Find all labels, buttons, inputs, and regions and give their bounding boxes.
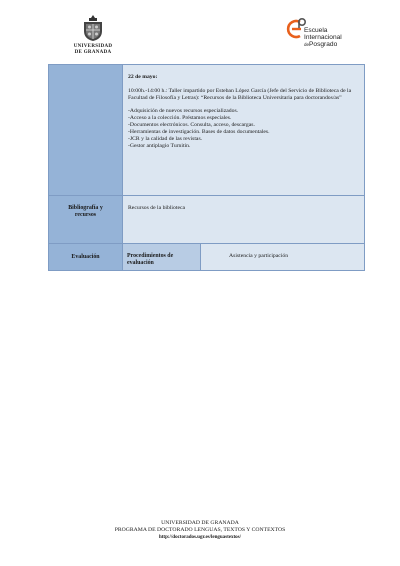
school-line1: Escuela bbox=[304, 27, 328, 34]
session-label-cell bbox=[48, 64, 123, 196]
session-item: -Acceso a la colección. Préstamos especiales. bbox=[128, 115, 232, 121]
session-workshop: 10:00h.-14:00 h.: Taller impartido por Esteban López García (Jefe del Servicio de Biblioteca de la Facultad de Filosofía y Letras): “Recursos de la Biblioteca Universitaria para doctorandos/as” bbox=[128, 88, 352, 101]
postgraduate-school-logo bbox=[286, 16, 358, 56]
evaluation-procedures-cell bbox=[122, 243, 201, 271]
session-item: -Gestor antiplagio Turnitin. bbox=[128, 143, 191, 149]
session-content bbox=[123, 65, 364, 154]
school-line3-prefix: de bbox=[304, 42, 310, 48]
page-footer bbox=[0, 520, 400, 541]
session-item: -JCR y la calidad de las revistas. bbox=[128, 136, 203, 142]
evaluation-label: Evaluación bbox=[71, 254, 100, 260]
university-logo bbox=[70, 14, 116, 56]
postgraduate-school-name bbox=[304, 27, 342, 49]
school-line3: Posgrado bbox=[309, 41, 338, 49]
session-item: -Herramientas de investigación. Bases de datos documentales. bbox=[128, 129, 270, 135]
bibliography-label-cell bbox=[48, 195, 123, 244]
evaluation-value: Asistencia y participación bbox=[229, 253, 289, 259]
evaluation-procedures-label: Procedimientos de evaluación bbox=[127, 253, 174, 266]
postgraduate-school-mark-icon bbox=[286, 18, 306, 40]
evaluation-label-cell bbox=[48, 243, 123, 271]
session-date: 22 de mayo: bbox=[128, 74, 158, 80]
bibliography-value: Recursos de la biblioteca bbox=[128, 205, 186, 211]
university-name-line2: DE GRANADA bbox=[74, 50, 112, 55]
footer-program: PROGRAMA DE DOCTORADO LENGUAS, TEXTOS Y CONTEXTOS bbox=[114, 527, 286, 533]
session-item: -Adquisición de nuevos recursos especializados. bbox=[128, 108, 239, 114]
footer-university: UNIVERSIDAD DE GRANADA bbox=[161, 520, 239, 526]
evaluation-value-cell bbox=[200, 243, 365, 271]
university-name-line1: UNIVERSIDAD bbox=[73, 44, 113, 49]
university-seal-icon bbox=[80, 14, 106, 42]
bibliography-label: Bibliografía y recursos bbox=[68, 205, 103, 218]
session-item: -Documentos electrónicos. Consulta, acceso, descargas. bbox=[128, 122, 255, 128]
school-line3-wrap bbox=[304, 41, 342, 48]
bibliography-value-cell bbox=[122, 195, 365, 244]
school-line2: Internacional bbox=[304, 34, 342, 42]
session-content-cell bbox=[122, 64, 365, 196]
footer-url: http://doctorados.ugr.es/lenguastextos/ bbox=[158, 535, 242, 540]
